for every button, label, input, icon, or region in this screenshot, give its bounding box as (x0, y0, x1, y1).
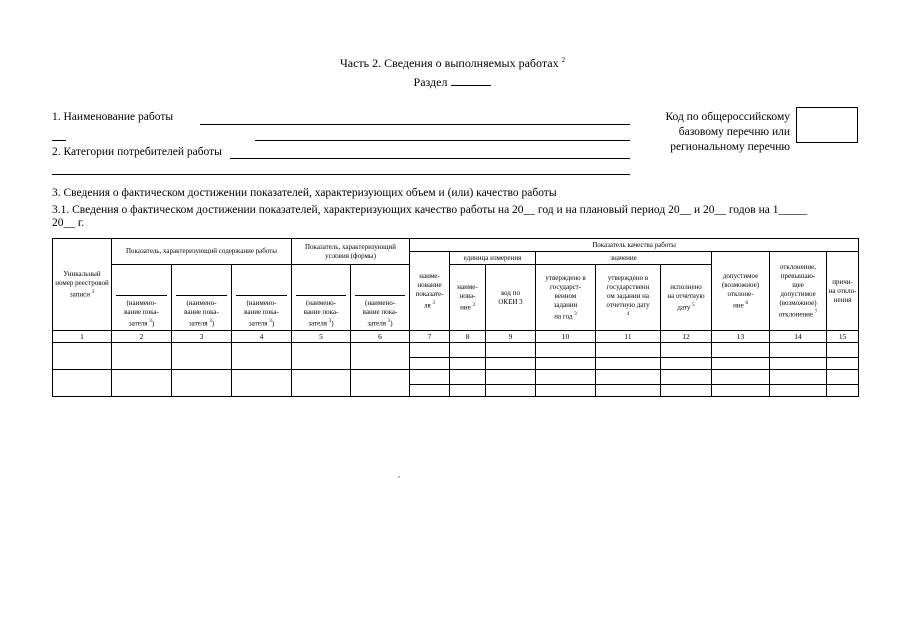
col-number: 9 (486, 331, 536, 343)
table-cell[interactable] (450, 343, 486, 358)
table-row[interactable] (53, 343, 859, 358)
content-indicator-name-3: (наимено- вание пока- зателя $^3$) (232, 265, 292, 331)
unit-name-header: наиме- нова- ние $^3$ (450, 265, 486, 331)
section-label: Раздел (0, 74, 905, 90)
table-cell[interactable] (351, 370, 410, 397)
work-name-label: 1. Наименование работы (52, 111, 174, 123)
content-indicator-header: Показатель, характеризующий содержание работы (112, 239, 292, 265)
table-cell[interactable] (450, 358, 486, 370)
section31-heading: 3.1. Сведения о фактическом достижении показателей, характеризующих качество работы на 20__ год и на плановый период 20__ и 20__ годов на 1_____ (52, 204, 808, 216)
approved-date-header: утверждено в государственн ом задании на отчетную дату $^4$ (596, 265, 661, 331)
table-cell[interactable] (596, 358, 661, 370)
table-cell[interactable] (536, 343, 596, 358)
work-name-line-2[interactable] (255, 140, 630, 141)
okei-code-header: код по ОКЕИ 3 (486, 265, 536, 331)
col-number: 2 (112, 331, 172, 343)
column-number-row (53, 331, 859, 343)
table-cell[interactable] (536, 370, 596, 385)
code-box[interactable] (796, 107, 858, 143)
table-cell[interactable] (661, 385, 712, 397)
table-cell[interactable] (827, 370, 859, 385)
short-line (52, 140, 66, 141)
table-cell[interactable] (172, 370, 232, 397)
table-cell[interactable] (112, 343, 172, 370)
col-number: 13 (712, 331, 770, 343)
table-cell[interactable] (536, 358, 596, 370)
table-cell[interactable] (596, 385, 661, 397)
col-number: 3 (172, 331, 232, 343)
col-number: 11 (596, 331, 661, 343)
table-cell[interactable] (486, 385, 536, 397)
table-cell[interactable] (827, 358, 859, 370)
approved-year-header: утверждено в государст- венном задании на год $^3$ (536, 265, 596, 331)
scan-speck (398, 476, 400, 478)
col-number: 8 (450, 331, 486, 343)
table-cell[interactable] (53, 370, 112, 397)
executed-date-header: исполнено на отчетную дату $^5$ (661, 265, 712, 331)
indicator-name-header: наиме- нование показате- ля $^3$ (410, 252, 450, 331)
table-cell[interactable] (596, 343, 661, 358)
col-number: 6 (351, 331, 410, 343)
conditions-indicator-header: Показатель, характеризующий условия (формы) (292, 239, 410, 265)
section-number-blank[interactable] (451, 74, 491, 86)
table-cell[interactable] (410, 343, 450, 358)
code-label: Код по общероссийскому базовому перечню или региональному перечню (665, 111, 790, 153)
section3-heading: 3. Сведения о фактическом достижении показателей, характеризующих объем и (или) качество работы (52, 187, 557, 199)
table-cell[interactable] (596, 370, 661, 385)
col-number: 15 (827, 331, 859, 343)
table-cell[interactable] (172, 343, 232, 370)
table-cell[interactable] (712, 343, 770, 358)
table-cell[interactable] (536, 385, 596, 397)
table-cell[interactable] (712, 358, 770, 370)
table-cell[interactable] (486, 343, 536, 358)
consumers-line[interactable] (230, 158, 630, 159)
table-cell[interactable] (661, 370, 712, 385)
unit-header: единица измерения (450, 252, 536, 265)
table-cell[interactable] (292, 343, 351, 370)
table-cell[interactable] (712, 370, 770, 385)
table-cell[interactable] (661, 343, 712, 358)
table-cell[interactable] (53, 343, 112, 370)
table-cell[interactable] (712, 385, 770, 397)
work-name-line[interactable] (200, 124, 630, 125)
table-cell[interactable] (486, 370, 536, 385)
value-header: значение (536, 252, 712, 265)
section31-year: 20__ г. (52, 217, 85, 229)
consumers-line-2[interactable] (52, 174, 630, 175)
table-cell[interactable] (351, 343, 410, 370)
col-number: 10 (536, 331, 596, 343)
table-cell[interactable] (661, 358, 712, 370)
consumers-label: 2. Категории потребителей работы (52, 146, 222, 158)
table-cell[interactable] (112, 370, 172, 397)
col-number: 14 (770, 331, 827, 343)
table-cell[interactable] (486, 358, 536, 370)
quality-indicators-table (52, 238, 859, 397)
table-cell[interactable] (770, 358, 827, 370)
conditions-indicator-name-2: (наимено- вание пока- зателя $^3$) (351, 265, 410, 331)
table-cell[interactable] (232, 370, 292, 397)
table-row[interactable] (53, 370, 859, 385)
excess-deviation-header: отклонение, превышаю- щее допустимое (возможное) отклонение $^7$ (770, 252, 827, 331)
col-number: 5 (292, 331, 351, 343)
table-cell[interactable] (827, 385, 859, 397)
col-number: 1 (53, 331, 112, 343)
conditions-indicator-name-1: (наимено- вание пока- зателя $^3$) (292, 265, 351, 331)
allowed-deviation-header: допустимое (возможное) отклоне- ние $^6$ (712, 252, 770, 331)
content-indicator-name-2: (наимено- вание пока- зателя $^3$) (172, 265, 232, 331)
table-cell[interactable] (410, 385, 450, 397)
quality-indicator-header: Показатель качества работы (410, 239, 859, 252)
table-cell[interactable] (450, 385, 486, 397)
table-cell[interactable] (450, 370, 486, 385)
deviation-reason-header: причи- на откло- нения (827, 252, 859, 331)
content-indicator-name-1: (наимено- вание пока- зателя $^3$) (112, 265, 172, 331)
table-cell[interactable] (770, 343, 827, 358)
table-cell[interactable] (770, 370, 827, 385)
table-cell[interactable] (827, 343, 859, 358)
table-cell[interactable] (410, 358, 450, 370)
table-cell[interactable] (292, 370, 351, 397)
table-cell[interactable] (410, 370, 450, 385)
form-part-title: Часть 2. Сведения о выполняемых работах $^2$ (339, 56, 566, 70)
col-number: 7 (410, 331, 450, 343)
table-cell[interactable] (770, 385, 827, 397)
registry-number-header: Уникальный номер реестровой записи $^3$ (53, 239, 112, 331)
col-number: 12 (661, 331, 712, 343)
col-number: 4 (232, 331, 292, 343)
table-cell[interactable] (232, 343, 292, 370)
